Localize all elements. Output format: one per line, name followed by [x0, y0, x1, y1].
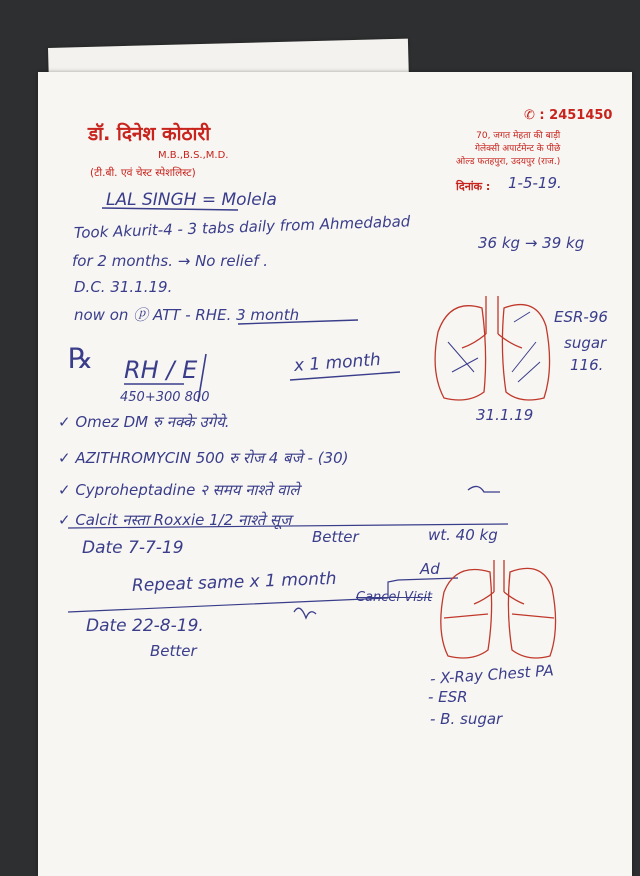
patient-name: LAL SINGH = Molela: [106, 190, 277, 210]
doctor-qualification: M.B.,B.S.,M.D.: [158, 150, 229, 161]
struck-text: Cancel Visit: [356, 590, 433, 605]
underline-stroke: [238, 320, 358, 324]
lungs-sketch-icon: [441, 560, 556, 658]
sugar-label: sugar: [564, 334, 607, 352]
date-label: दिनांक :: [456, 180, 491, 193]
visit-date: 1-5-19.: [508, 174, 562, 192]
investigation-line: - ESR: [428, 688, 468, 706]
prescription-sheet: [38, 72, 632, 876]
separator-line: [398, 578, 458, 580]
address-line: गेलेक्सी अपार्टमेन्ट के पीछे: [474, 144, 561, 154]
rx-drug: RH / E: [124, 356, 198, 384]
status-better: Better: [150, 642, 197, 660]
weight-change: 36 kg → 39 kg: [478, 234, 585, 252]
signature-mark: [468, 486, 500, 492]
medicine-line: ✓ Omez DM रु नक्के उगेये.: [58, 413, 230, 431]
address-line: ओल्ड फतहपुरा, उदयपुर (राज.): [456, 157, 561, 167]
rx-dose: 450+300 800: [120, 390, 210, 405]
followup-date: Date 22-8-19.: [86, 616, 204, 636]
slash-stroke: [198, 354, 206, 402]
sugar-value: 116.: [570, 356, 604, 374]
address-line: 70, जगत मेहता की बाड़ी: [476, 131, 561, 141]
advice-label: Ad: [420, 560, 440, 578]
separator-line: [68, 524, 508, 528]
repeat-instruction: Repeat same x 1 month: [131, 568, 337, 596]
lungs-sketch-icon: [435, 296, 549, 400]
investigation-line: - X-Ray Chest PA: [429, 661, 555, 688]
followup-date: Date 7-7-19: [82, 538, 184, 558]
esr-value: ESR-96: [554, 308, 608, 326]
rx-duration: x 1 month: [293, 349, 382, 376]
separator-line: [68, 580, 398, 612]
rx-symbol: ℞: [68, 342, 94, 375]
doctor-specialty: (टी.बी. एवं चेस्ट स्पेशलिस्ट): [90, 167, 196, 179]
current-treatment: now on ⓟ ATT - RHE. 3 month: [74, 306, 300, 324]
history-line: for 2 months. → No relief .: [72, 252, 269, 270]
xray-date: 31.1.19: [476, 406, 534, 424]
dc-date: D.C. 31.1.19.: [74, 278, 173, 296]
medicine-line: ✓ Cyproheptadine २ समय नाश्ते वाले: [58, 481, 300, 499]
ink-drawings: [38, 72, 632, 876]
medicine-line: ✓ AZITHROMYCIN 500 रु रोज 4 बजे - (30): [58, 449, 349, 467]
phone-number: ✆ : 2451450: [524, 108, 613, 123]
doctor-name: डॉ. दिनेश कोठारी: [88, 123, 211, 145]
followup-weight: wt. 40 kg: [428, 526, 498, 544]
signature-mark: [294, 608, 316, 618]
underline-stroke: [290, 372, 400, 380]
investigation-line: - B. sugar: [430, 710, 503, 728]
history-line: Took Akurit-4 - 3 tabs daily from Ahmedabad: [73, 212, 411, 242]
status-better: Better: [312, 528, 359, 546]
medicine-line: ✓ Calcit नस्ता Roxxie 1/2 नाश्ते सूज: [58, 511, 292, 529]
underline-stroke: [102, 208, 238, 210]
